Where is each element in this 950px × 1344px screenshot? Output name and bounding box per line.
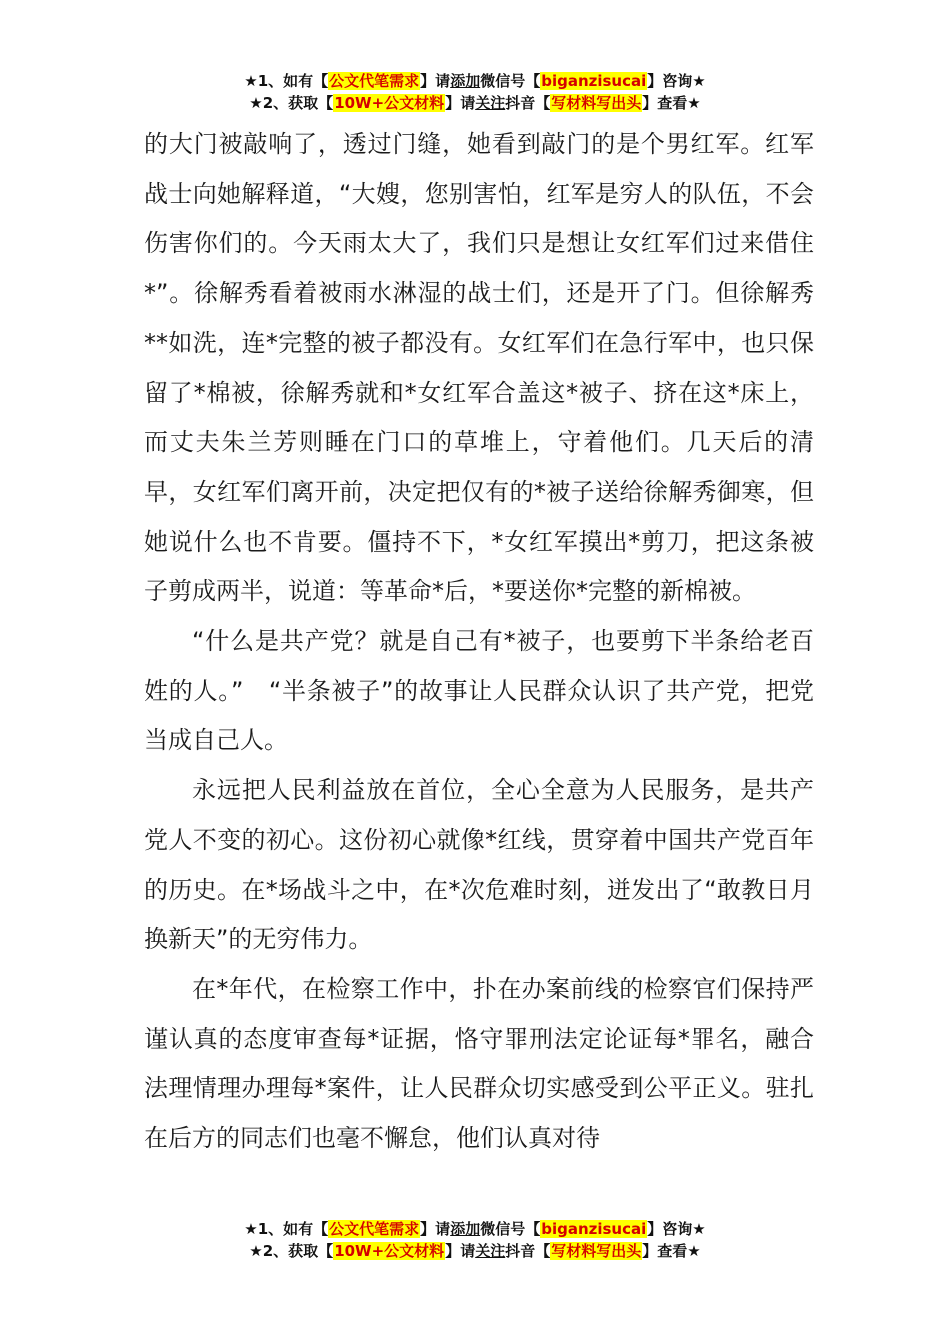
footer-line1-prefix: ★1、如有【	[244, 1220, 329, 1238]
header-line1-underlined: 添加	[450, 72, 481, 90]
footer-line2-suffix: 】查看★	[642, 1242, 701, 1260]
header-line-1	[0, 70, 950, 92]
footer-line1-highlight-service: 公文代笔需求	[329, 1220, 420, 1238]
footer-line2-highlight-douyin: 写材料写出头	[551, 1242, 642, 1260]
footer-line1-highlight-wechat: biganzisucai	[541, 1220, 647, 1238]
paragraph-4: 在*年代，在检察工作中，扑在办案前线的检察官们保持严谨认真的态度审查每*证据，恪守罪刑法定论证每*罪名，融合法理情理办理每*案件，让人民群众切实感受到公平正义。驻扎在后方的同志们也毫不懈怠，他们认真对待	[144, 974, 814, 1153]
footer-line1-mid2: 微信号【	[480, 1220, 541, 1238]
header-line1-prefix: ★1、如有【	[244, 72, 329, 90]
header-line1-highlight-wechat: biganzisucai	[541, 72, 647, 90]
footer-line2-highlight-materials: 10W+公文材料	[334, 1242, 445, 1260]
footer-line2-underlined: 关注	[475, 1242, 506, 1260]
footer-line-1	[0, 1218, 950, 1240]
header-line2-highlight-materials: 10W+公文材料	[334, 94, 445, 112]
document-body	[144, 120, 814, 1164]
header-line2-highlight-douyin: 写材料写出头	[551, 94, 642, 112]
header-banner	[0, 70, 950, 114]
paragraph-3: 永远把人民利益放在首位，全心全意为人民服务，是共产党人不变的初心。这份初心就像*红线，贯穿着中国共产党百年的历史。在*场战斗之中，在*次危难时刻，迸发出了“敢教日月换新天”的无穷伟力。	[144, 776, 814, 954]
footer-line1-mid1: 】请	[420, 1220, 451, 1238]
header-line2-mid2: 抖音【	[505, 94, 551, 112]
paragraph-1: 的大门被敲响了，透过门缝，她看到敲门的是个男红军。红军战士向她解释道，“大嫂，您别害怕，红军是穷人的队伍，不会伤害你们的。今天雨太大了，我们只是想让女红军们过来借住*”。徐解秀看着被雨水淋湿的战士们，还是开了门。但徐解秀**如洗，连*完整的被子都没有。女红军们在急行军中，也只保留了*棉被，徐解秀就和*女红军合盖这*被子、挤在这*床上，而丈夫朱兰芳则睡在门口的草堆上，守着他们。几天后的清早，女红军们离开前，决定把仅有的*被子送给徐解秀御寒，但她说什么也不肯要。僵持不下，*女红军摸出*剪刀，把这条被子剪成两半，说道：等革命*后，*要送你*完整的新棉被。	[144, 130, 814, 606]
header-line2-mid1: 】请	[445, 94, 476, 112]
header-line1-mid1: 】请	[420, 72, 451, 90]
footer-line1-suffix: 】咨询★	[647, 1220, 706, 1238]
footer-banner	[0, 1218, 950, 1262]
footer-line2-mid2: 抖音【	[505, 1242, 551, 1260]
footer-line2-prefix: ★2、获取【	[249, 1242, 334, 1260]
header-line1-suffix: 】咨询★	[647, 72, 706, 90]
footer-line-2	[0, 1240, 950, 1262]
header-line2-suffix: 】查看★	[642, 94, 701, 112]
footer-line1-underlined: 添加	[450, 1220, 481, 1238]
header-line1-highlight-service: 公文代笔需求	[329, 72, 420, 90]
header-line2-underlined: 关注	[475, 94, 506, 112]
paragraph-2: “什么是共产党？就是自己有*被子，也要剪下半条给老百姓的人。” “半条被子”的故事让人民群众认识了共产党，把党当成自己人。	[144, 627, 814, 755]
header-line1-mid2: 微信号【	[480, 72, 541, 90]
header-line2-prefix: ★2、获取【	[249, 94, 334, 112]
header-line-2	[0, 92, 950, 114]
footer-line2-mid1: 】请	[445, 1242, 476, 1260]
